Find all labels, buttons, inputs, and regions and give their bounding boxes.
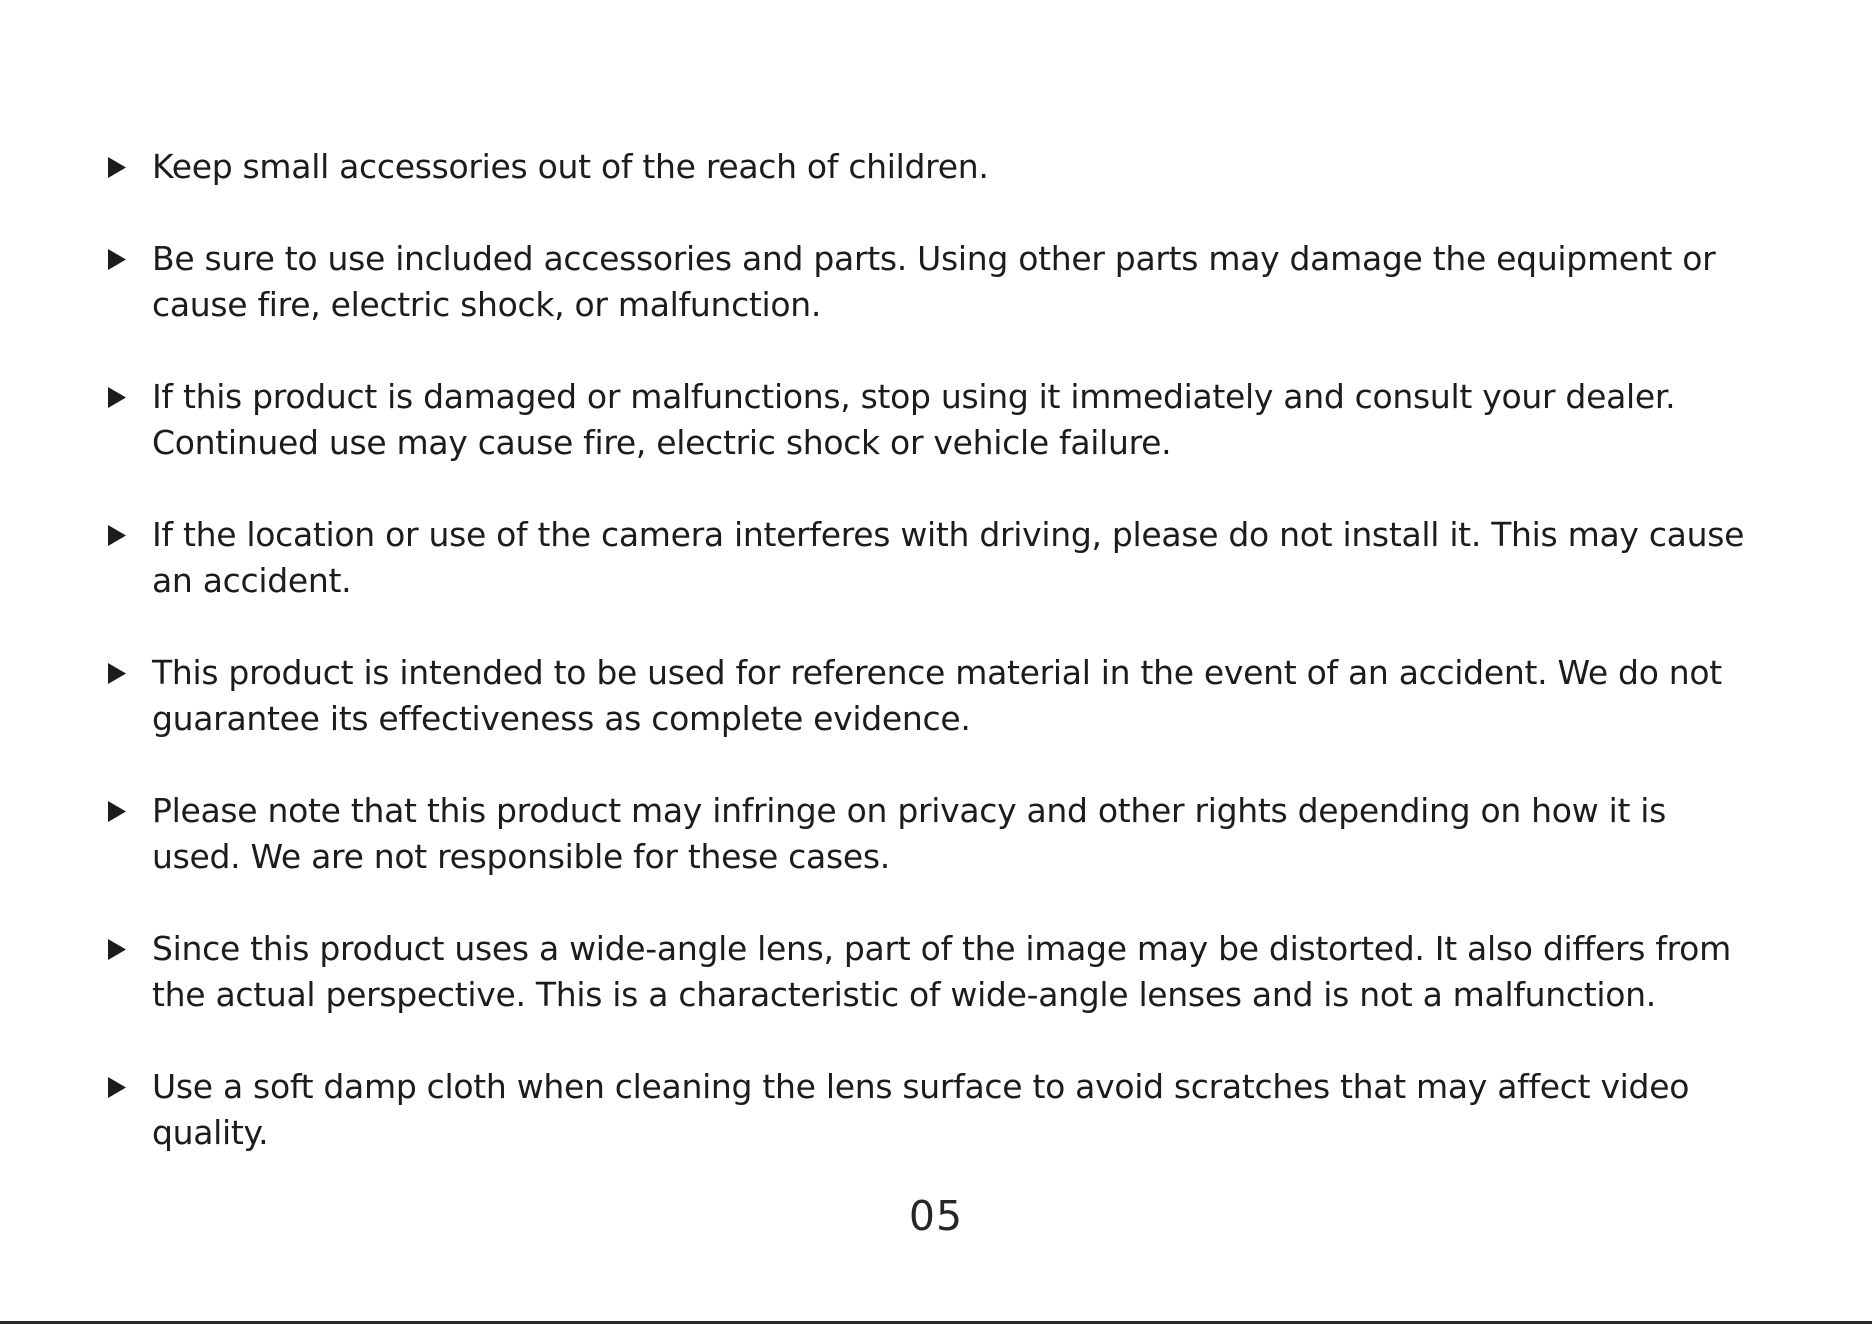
triangle-right-icon	[108, 512, 152, 546]
list-item	[108, 1064, 1788, 1156]
list-item	[108, 650, 1788, 742]
list-item	[108, 926, 1788, 1018]
triangle-right-icon	[108, 926, 152, 960]
triangle-right-icon	[108, 374, 152, 408]
list-item-text: Since this product uses a wide-angle lens, part of the image may be distorted. It also differs from the actual perspective. This is a characteristic of wide-angle lenses and is not a malfunction.	[152, 929, 1731, 1014]
list-item-text: Be sure to use included accessories and parts. Using other parts may damage the equipment or cause fire, electric shock, or malfunction.	[152, 239, 1716, 324]
triangle-right-icon	[108, 1064, 152, 1098]
triangle-right-icon	[108, 144, 152, 178]
list-item	[108, 788, 1788, 880]
triangle-right-icon	[108, 236, 152, 270]
triangle-right-icon	[108, 788, 152, 822]
list-item-text: If this product is damaged or malfunctions, stop using it immediately and consult your dealer. Continued use may cause fire, electric shock or vehicle failure.	[152, 377, 1676, 462]
list-item-text: This product is intended to be used for reference material in the event of an accident. We do not guarantee its effectiveness as complete evidence.	[152, 653, 1722, 738]
list-item-text: Keep small accessories out of the reach of children.	[152, 147, 989, 186]
triangle-right-icon	[108, 650, 152, 684]
list-item-text: Use a soft damp cloth when cleaning the lens surface to avoid scratches that may affect video quality.	[152, 1067, 1690, 1152]
page-number: 05	[908, 1192, 964, 1240]
list-item-text: Please note that this product may infringe on privacy and other rights depending on how it is used. We are not responsible for these cases.	[152, 791, 1667, 876]
list-item	[108, 512, 1788, 604]
list-item	[108, 236, 1788, 328]
list-item	[108, 144, 1788, 190]
list-item-text: If the location or use of the camera interferes with driving, please do not install it. This may cause an accident.	[152, 515, 1745, 600]
list-item	[108, 374, 1788, 466]
